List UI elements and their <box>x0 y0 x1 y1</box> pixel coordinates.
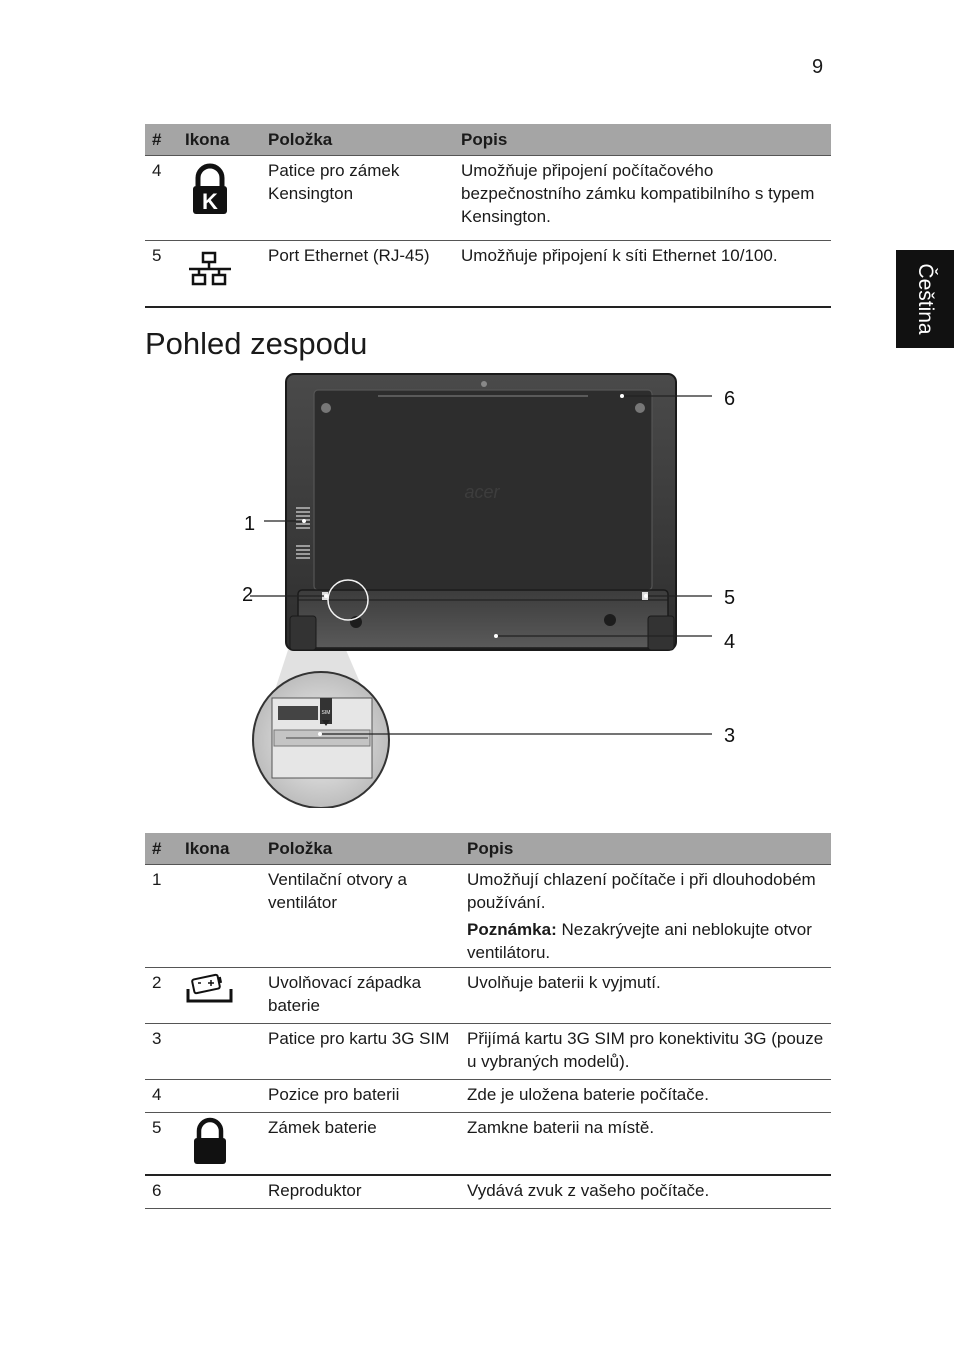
row-desc: Zamkne baterii na místě. <box>467 1113 831 1176</box>
language-tab <box>896 250 954 348</box>
bottom-spec-table <box>145 833 831 1209</box>
row-note <box>467 918 831 964</box>
row-num: 5 <box>145 241 185 308</box>
ethernet-port-icon <box>185 241 268 308</box>
callout-3: 3 <box>724 725 736 747</box>
battery-lock-icon <box>185 1113 268 1176</box>
page-number: 9 <box>812 56 824 78</box>
top-spec-table <box>145 124 831 308</box>
header-icon: Ikona <box>185 124 268 156</box>
table-row <box>145 968 831 1024</box>
callout-2: 2 <box>242 584 254 606</box>
row-desc: Umožňuje připojení počítačového bezpečnostního zámku kompatibilního s typem Kensington. <box>461 156 831 241</box>
row-item: Uvolňovací západka baterie <box>268 968 467 1024</box>
table-row <box>145 1024 831 1080</box>
row-num: 6 <box>145 1175 185 1209</box>
row-desc: Umožňuje připojení k síti Ethernet 10/100. <box>461 241 831 308</box>
kensington-lock-icon <box>185 156 268 241</box>
header-icon: Ikona <box>185 833 268 865</box>
note-label: Poznámka: <box>467 920 557 939</box>
row-num: 4 <box>145 156 185 241</box>
table-row <box>145 1080 831 1113</box>
row-icon-empty <box>185 1080 268 1113</box>
row-desc: Uvolňuje baterii k vyjmutí. <box>467 968 831 1024</box>
table-row <box>145 1113 831 1176</box>
row-item: Reproduktor <box>268 1175 467 1209</box>
header-item: Položka <box>268 833 467 865</box>
callout-6: 6 <box>724 388 736 410</box>
row-desc: Umožňují chlazení počítače i při dlouhodobém používání. <box>467 870 816 912</box>
row-desc-cell <box>467 865 831 968</box>
battery-release-icon <box>185 968 268 1024</box>
row-icon-empty <box>185 1024 268 1080</box>
note-text: Nezakrývejte ani neblokujte otvor ventilátoru. <box>467 920 812 962</box>
row-num: 4 <box>145 1080 185 1113</box>
header-num: # <box>145 833 185 865</box>
header-num: # <box>145 124 185 156</box>
table-header-row <box>145 124 831 156</box>
svg-text:K: K <box>202 189 218 214</box>
svg-text:SIM: SIM <box>321 710 331 716</box>
svg-text:acer: acer <box>464 482 500 502</box>
row-desc: Zde je uložena baterie počítače. <box>467 1080 831 1113</box>
row-desc: Vydává zvuk z vašeho počítače. <box>467 1175 831 1209</box>
row-item: Ventilační otvory a ventilátor <box>268 865 467 968</box>
callout-4: 4 <box>724 631 736 653</box>
section-title: Pohled zespodu <box>145 326 368 361</box>
table-row <box>145 156 831 241</box>
header-desc: Popis <box>467 833 831 865</box>
callout-5: 5 <box>724 587 736 609</box>
row-item: Zámek baterie <box>268 1113 467 1176</box>
language-tab-label: Čeština <box>914 263 937 335</box>
row-icon-empty <box>185 1175 268 1209</box>
row-icon-empty <box>185 865 268 968</box>
row-desc: Přijímá kartu 3G SIM pro konektivitu 3G (pouze u vybraných modelů). <box>467 1024 831 1080</box>
table-row <box>145 241 831 308</box>
table-row <box>145 865 831 968</box>
row-item: Pozice pro baterii <box>268 1080 467 1113</box>
row-num: 5 <box>145 1113 185 1176</box>
row-item: Patice pro kartu 3G SIM <box>268 1024 467 1080</box>
row-num: 1 <box>145 865 185 968</box>
callout-1: 1 <box>244 513 256 535</box>
row-item: Port Ethernet (RJ-45) <box>268 241 461 308</box>
laptop-bottom-figure <box>238 368 758 808</box>
row-num: 2 <box>145 968 185 1024</box>
header-item: Položka <box>268 124 461 156</box>
header-desc: Popis <box>461 124 831 156</box>
table-header-row <box>145 833 831 865</box>
row-num: 3 <box>145 1024 185 1080</box>
table-row <box>145 1175 831 1209</box>
row-item: Patice pro zámek Kensington <box>268 156 461 241</box>
